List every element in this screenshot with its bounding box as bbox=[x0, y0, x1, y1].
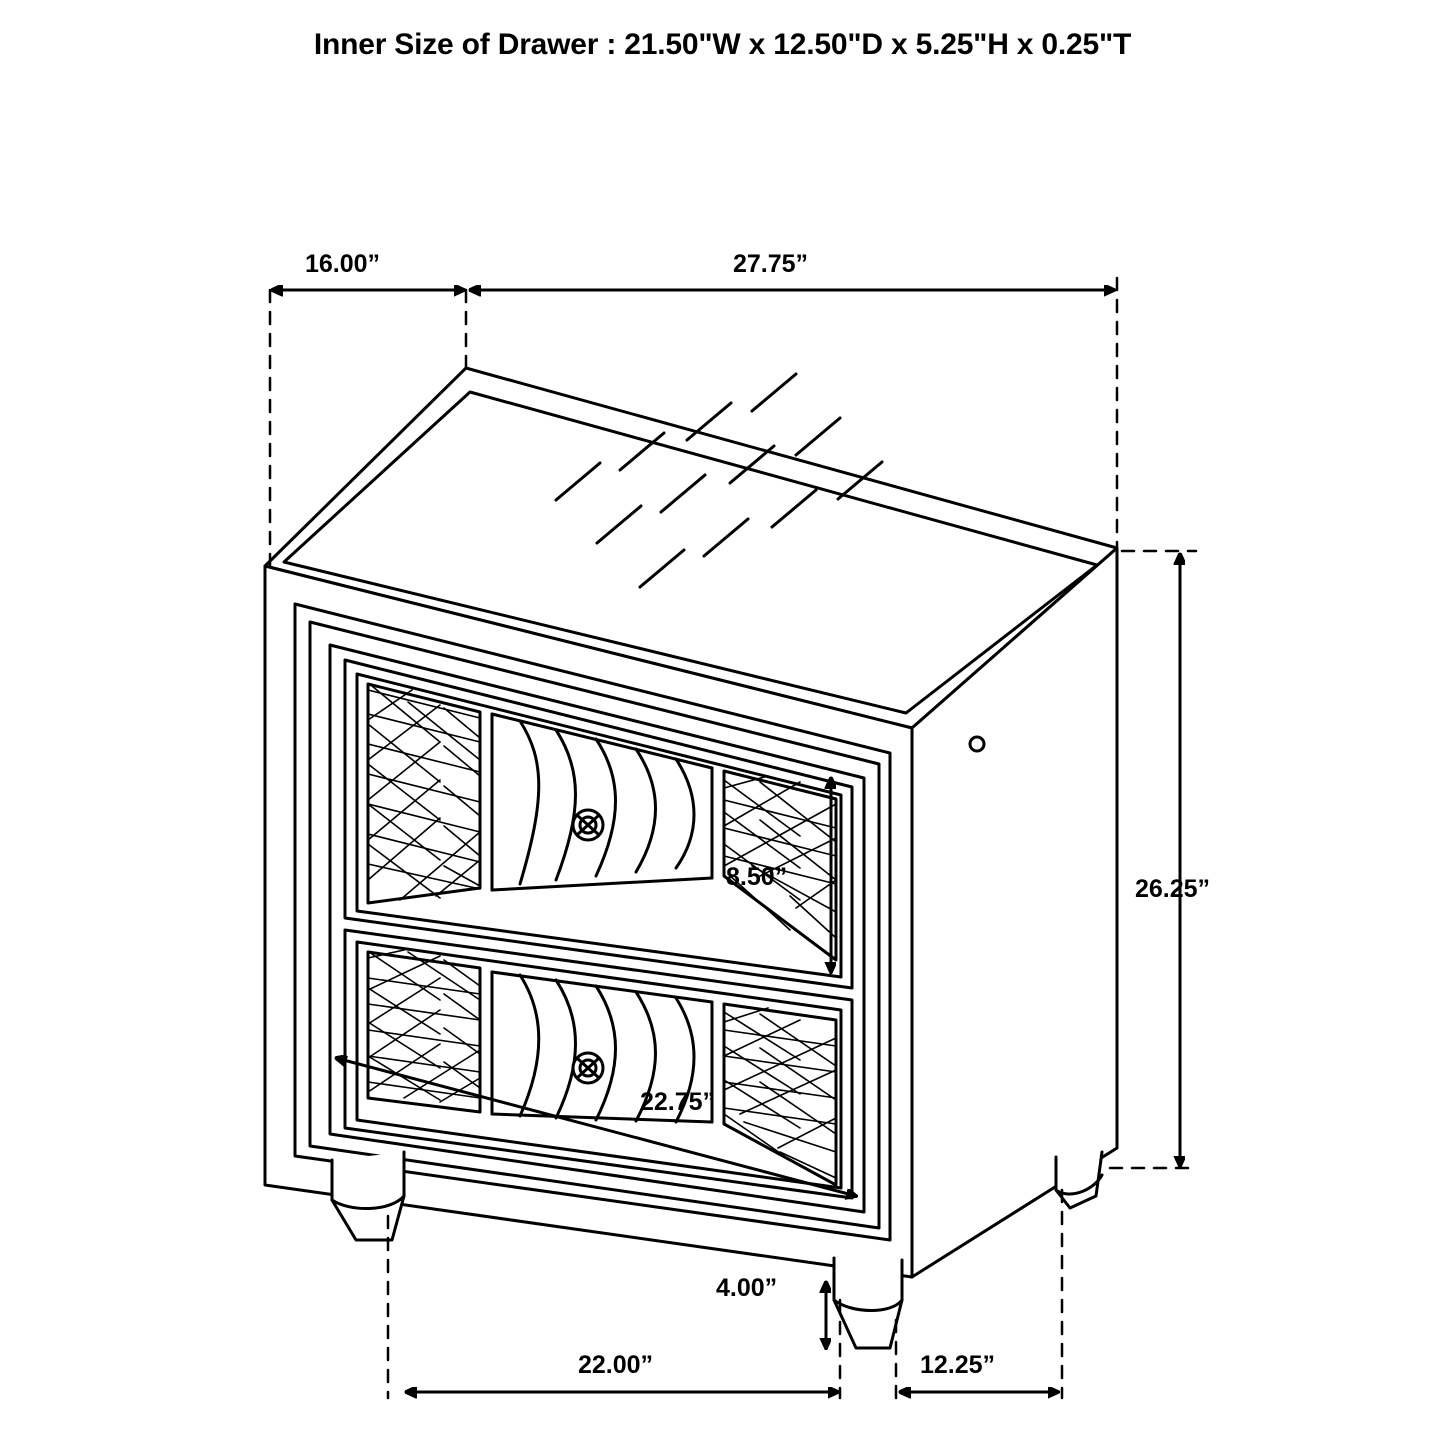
dimension-label-top-depth: 16.00” bbox=[305, 250, 381, 278]
dimension-label-overall-height: 26.25” bbox=[1135, 875, 1211, 903]
dimension-label-drawer-width: 22.75” bbox=[640, 1088, 716, 1116]
leg-front-right bbox=[834, 1258, 902, 1348]
lattice-panel-lower-left bbox=[368, 950, 480, 1112]
dimension-label-top-width: 27.75” bbox=[733, 250, 809, 278]
page-title: Inner Size of Drawer : 21.50"W x 12.50"D x 5.25"H x 0.25"T bbox=[313, 28, 1132, 61]
leg-front-left bbox=[332, 1152, 404, 1240]
drawer-knob-upper bbox=[573, 810, 603, 840]
dimension-label-drawer-height: 8.50” bbox=[726, 863, 788, 891]
lattice-panel-upper-left bbox=[368, 684, 480, 903]
dimension-label-leg-height: 4.00” bbox=[716, 1274, 778, 1302]
dimension-label-side-depth: 12.25” bbox=[920, 1351, 996, 1379]
drawer-knob-lower bbox=[573, 1053, 603, 1083]
dimension-label-front-width: 22.00” bbox=[578, 1351, 654, 1379]
